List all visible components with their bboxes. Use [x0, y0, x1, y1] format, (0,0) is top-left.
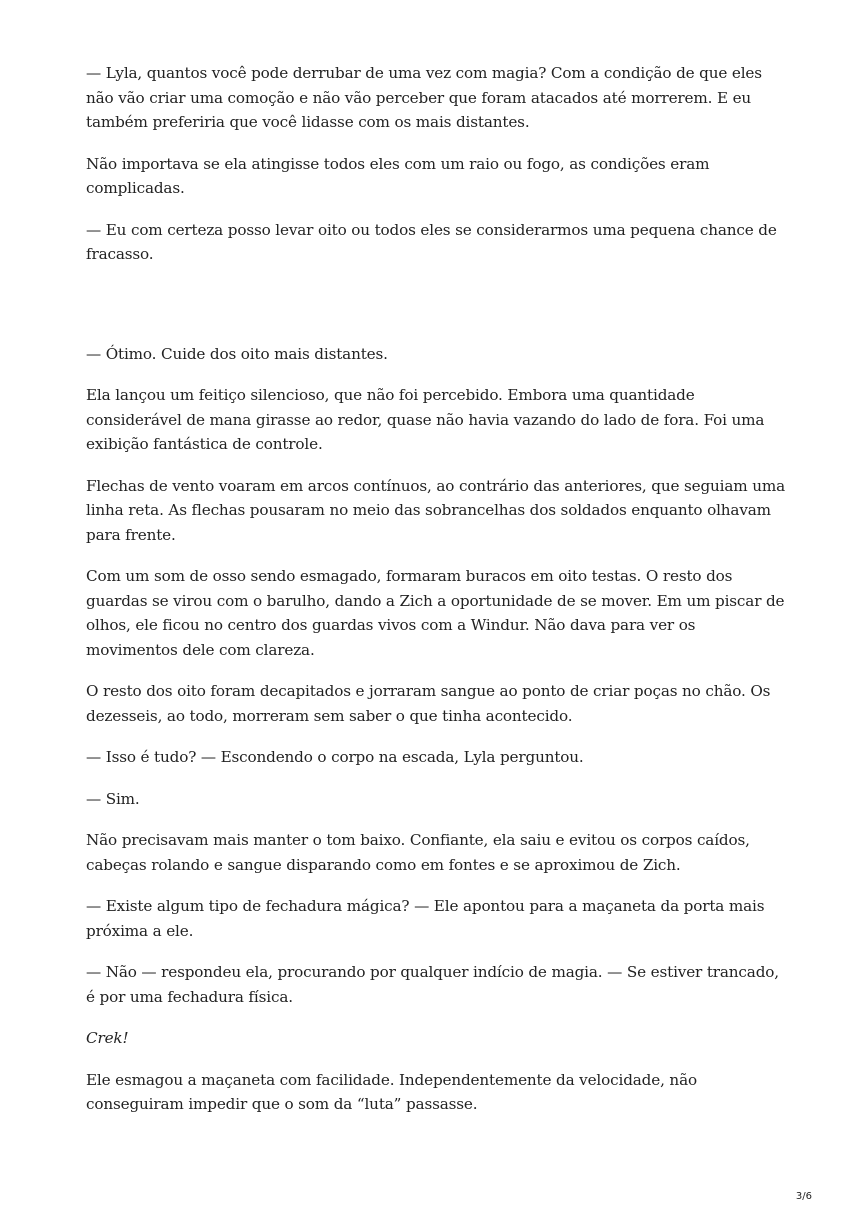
paragraph: — Não — respondeu ela, procurando por qualquer indício de magia. — Se estiver trancado, é por uma fechadura física.: [86, 963, 779, 1006]
document-body: [86, 61, 786, 1134]
paragraph: Ela lançou um feitiço silencioso, que não foi percebido. Embora uma quantidade considerável de mana girasse ao redor, quase não havia vazando do lado de fora. Foi uma exibição fantástica de controle.: [86, 386, 765, 453]
paragraph: — Ótimo. Cuide dos oito mais distantes.: [86, 344, 388, 363]
paragraph: Com um som de osso sendo esmagado, formaram buracos em oito testas. O resto dos guardas se virou com o barulho, dando a Zich a oportunidade de se mover. Em um piscar de olhos, ele ficou no centro dos guardas vivos com a Windur. Não dava para ver os movimentos dele com clareza.: [86, 567, 785, 659]
paragraph: — Sim.: [86, 789, 140, 808]
paragraph: — Eu com certeza posso levar oito ou todos eles se considerarmos uma pequena chance de fracasso.: [86, 220, 777, 263]
paragraph: — Lyla, quantos você pode derrubar de uma vez com magia? Com a condição de que eles não vão criar uma comoção e não vão perceber que foram atacados até morrerem. E eu também preferiria que você lidasse com os mais distantes.: [86, 64, 762, 131]
paragraph: Não importava se ela atingisse todos eles com um raio ou fogo, as condições eram complicadas.: [86, 154, 710, 197]
paragraph: O resto dos oito foram decapitados e jorraram sangue ao ponto de criar poças no chão. Os dezesseis, ao todo, morreram sem saber o que tinha acontecido.: [86, 682, 771, 725]
sound-effect: Crek!: [86, 1029, 129, 1047]
paragraph: — Existe algum tipo de fechadura mágica? — Ele apontou para a maçaneta da porta mais próxima a ele.: [86, 897, 765, 940]
page-number: 3/6: [795, 1191, 812, 1202]
blank-gap: [86, 284, 786, 342]
paragraph: Ele esmagou a maçaneta com facilidade. Independentemente da velocidade, não conseguiram impedir que o som da “luta” passasse.: [86, 1070, 697, 1113]
paragraph: Não precisavam mais manter o tom baixo. Confiante, ela saiu e evitou os corpos caídos, cabeças rolando e sangue disparando como em fontes e se aproximou de Zich.: [86, 831, 750, 874]
paragraph: — Isso é tudo? — Escondendo o corpo na escada, Lyla perguntou.: [86, 748, 584, 766]
paragraph: Flechas de vento voaram em arcos contínuos, ao contrário das anteriores, que seguiam uma linha reta. As flechas pousaram no meio das sobrancelhas dos soldados enquanto olhavam para frente.: [86, 476, 786, 544]
